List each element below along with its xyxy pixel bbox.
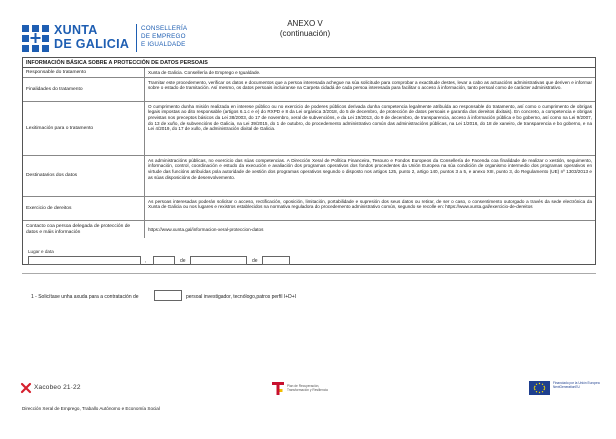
data-protection-table [22, 57, 596, 265]
recovery-plan-logo [272, 382, 342, 396]
recovery-plan-text: Plan de Recuperación, Transformación y Resiliencia [287, 384, 328, 392]
date-separator: , [145, 258, 147, 264]
xunta-line1: XUNTA [54, 23, 98, 37]
month-input[interactable] [190, 256, 247, 265]
eu-funding-text: Financiado por la Unión Europea NextGenerationEU [553, 381, 600, 389]
conselleria-name [141, 25, 236, 49]
row-label: Contacto coa persoa delegada de protección de datos e máis información [23, 221, 145, 238]
xacobeo-logo [20, 382, 100, 394]
year-input[interactable] [262, 256, 290, 265]
row-value: As persoas interesadas poderán solicitar o acceso, rectificación, oposición, limitación, portabilidade e supresión dos seus datos ou retirar, de ser o caso, o consentimento outorgado a través da sede electrónica da Xunta de Galicia ou nos lugares e rexistros establecidos na normativa reguladora do procedemento administrativo común, segundo se recolle en: https://www.xunta.gal/exercicio-de-dereitos [148, 198, 592, 210]
row-label: Destinatarios dos datos [23, 156, 145, 196]
footer-direction: Dirección Xeral de Emprego, Traballo Autónomo e Economía Social [22, 406, 160, 411]
conselleria-line2: DE EMPREGO [141, 33, 186, 40]
table-row-exercicio [23, 197, 595, 221]
contract-count-input[interactable] [154, 290, 182, 301]
xunta-wordmark [54, 23, 134, 51]
table-row-contacto [23, 221, 595, 238]
place-input[interactable] [28, 256, 141, 265]
row-label: Exercicio de dereitos [23, 197, 145, 220]
date-separator: de [252, 258, 258, 264]
row-value-link[interactable]: https://www.xunta.gal/informacion-xeral-proteccion-datos [148, 226, 264, 232]
xacobeo-text: Xacobeo 21·22 [34, 384, 81, 391]
table-row-finalidades [23, 78, 595, 102]
conselleria-line1: CONSELLERÍA [141, 25, 188, 32]
row-value: As administracións públicas, no exercicio das súas competencias. A Dirección Xeral de Política Financeira, Tesouro e Fondos Europeos da Consellería de Facenda coa finalidade de realizar o xestión, seguimento, información, control, coordinación e estudo da execución e avaliación dos programas operativos dos fondos procedentes da Unión Europea na súa condición de organismo intermedio dos programas operativos en virtude das funcións atribuídas pola autoridade de xestión dos programas operativos segundo o disposto nos artigos 125, punto 2, artigo 140, puntos 3 a 5, e anexo XIII, punto 3, do Regulamento (UE) nº 1303/2013 e as súas disposicións de desenvolvemento. [148, 157, 592, 180]
table-row-lexitimacion [23, 102, 595, 156]
table-row-destinatarios [23, 156, 595, 197]
eu-flag-icon [529, 381, 550, 395]
row-value: O cumprimento dunha misión realizada en interese público ou no exercicio de poderes públicos derivada dunha competencia legalmente atribuída ao responsable do tratamento, así como o cumprimento de obrigas legais impostas ao dito responsable (artigos 6.1.c e e) do RXPD e 8 da Lei orgánica 3/2018, do 5 de decembro, de protección de datos persoais e garantía dos dereitos dixitais). En concreto, a competencia e obrigas previstas nos preceptos básicos da Lei 38/2003, do 17 de novembro, xeral de subvencións, e da Lei 19/2013, do 9 de decembro, de transparencia, acceso á información pública e bo goberno, así como na Lei 9/2007, do 13 de xuño, de subvencións de Galicia, na Lei 39/2015, do 1 de outubro, do procedemento administrativo común das administracións públicas, na Lei 1/2016, do 18 de xaneiro, de transparencia e bo goberno, e na Lei 4/2019, do 17 de xullo, de administración dixital de Galicia. [148, 103, 592, 132]
logo-divider [136, 24, 137, 52]
recovery-plan-icon [272, 382, 284, 395]
request-prefix: 1 - Solicítase unha axuda para a contratación de [31, 294, 139, 300]
request-suffix: persoal investigador, tecnólogo,patros perfil I+D+I [186, 294, 297, 300]
xacobeo-icon [20, 382, 32, 394]
date-separator: de [180, 258, 186, 264]
row-label: Responsable do tratamento [23, 68, 145, 77]
xunta-logo [20, 22, 230, 54]
eu-funding-logo [529, 380, 601, 396]
annex-title: ANEXO V [287, 19, 323, 28]
xunta-cross-icon [20, 23, 52, 53]
section-divider [22, 273, 596, 274]
day-input[interactable] [153, 256, 175, 265]
row-label: Lexitimación para o tratamento [23, 102, 145, 155]
table-title: INFORMACIÓN BÁSICA SOBRE A PROTECCIÓN DE DATOS PERSOAIS [23, 58, 595, 68]
row-label: Finalidades do tratamento [23, 78, 145, 101]
table-row-responsable [23, 68, 595, 78]
annex-subtitle: (continuación) [279, 29, 331, 38]
row-value: Xunta de Galicia. Consellería de Emprego e Igualdade. [148, 69, 261, 75]
conselleria-line3: E IGUALDADE [141, 41, 186, 48]
xunta-line2: DE GALICIA [54, 37, 130, 51]
row-value: Tramitar este procedemento, verificar os datos e documentos que a persoa interesada achegue na súa solicitude para comprobar a exactitude destes, levar a cabo as actuacións administrativas que deriven e informar sobre o estado de tramitación. Así mesmo, os datos persoais incluiranse na Carpeta cidadá de cada persoa interesada para facilitar o acceso á información, tanto persoal como de carácter administrativo. [148, 79, 592, 91]
annex-heading [250, 19, 360, 39]
place-date-label: Lugar e data [28, 249, 54, 254]
